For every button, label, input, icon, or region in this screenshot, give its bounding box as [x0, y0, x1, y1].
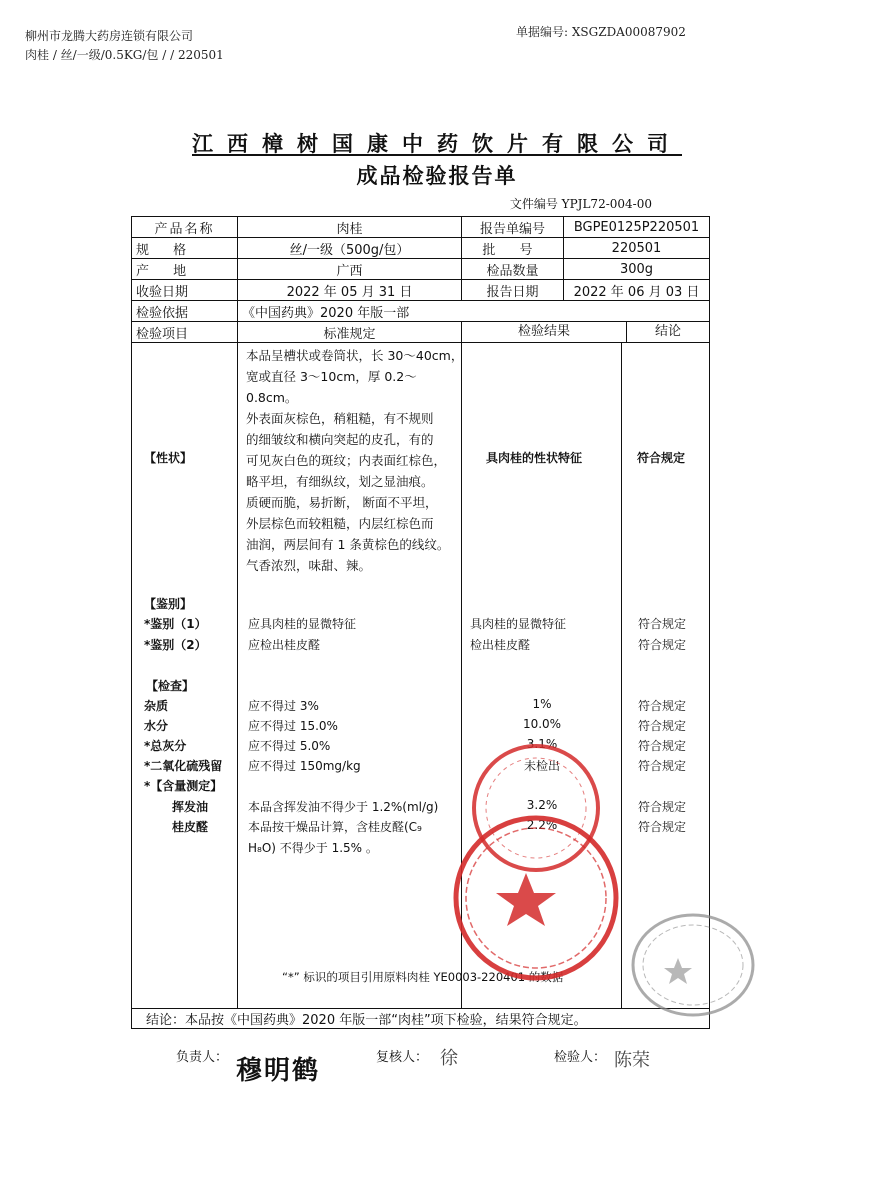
spec-label: 规 格 — [132, 238, 238, 259]
receive-date-label: 收验日期 — [132, 280, 238, 301]
assay-conclusion-2: 符合规定 — [638, 820, 687, 834]
col-standard-header: 标准规定 — [238, 322, 462, 343]
responsible-label: 负责人： — [176, 1050, 229, 1065]
batch: 220501 — [564, 238, 710, 259]
reviewer-signature: 徐 — [440, 1048, 458, 1069]
ident-item-1: *鉴别（1） — [144, 617, 207, 631]
col-item-header: 检验项目 — [132, 322, 238, 343]
qty: 300g — [564, 259, 710, 280]
assay-item-1: 挥发油 — [172, 800, 209, 814]
insp-standard-3: 应不得过 5.0% — [248, 739, 331, 753]
report-no-label: 报告单编号 — [462, 217, 564, 238]
assay-label: *【含量测定】 — [144, 779, 223, 793]
ident-conclusion-1: 符合规定 — [638, 617, 687, 631]
assay-item-2: 桂皮醛 — [172, 820, 209, 834]
assay-result-1: 3.2% — [526, 798, 558, 812]
ident-result-1: 具肉桂的显微特征 — [470, 617, 567, 631]
property-standard — [242, 343, 470, 578]
assay-standard-1: 本品含挥发油不得少于 1.2%(ml/g) — [248, 800, 439, 814]
insp-conclusion-4: 符合规定 — [638, 759, 687, 773]
qty-label: 检品数量 — [462, 259, 564, 280]
property-conclusion: 符合规定 — [637, 451, 686, 465]
std-line: 可见灰白色的斑纹；内表面红棕色， — [246, 453, 447, 468]
company-name: 江西樟树国康中药饮片有限公司 — [192, 132, 682, 156]
origin: 广西 — [238, 259, 462, 280]
col-result-conclusion-header — [462, 322, 710, 343]
ident-standard-2: 应检出桂皮醛 — [248, 638, 321, 652]
company-seal — [448, 738, 626, 988]
seal-star — [496, 873, 556, 926]
ident-conclusion-2: 符合规定 — [638, 638, 687, 652]
insp-result-1: 1% — [532, 697, 552, 711]
inspection-label: 【检查】 — [146, 679, 195, 693]
insp-result-3: 3.1% — [526, 737, 558, 751]
distributor-name: 柳州市龙腾大药房连锁有限公司 — [25, 29, 194, 43]
insp-item-2: 水分 — [144, 719, 169, 733]
responsible-signature: 穆明鹤 — [236, 1056, 321, 1086]
file-number: 文件编号 YPJL72-004-00 — [509, 197, 652, 211]
std-line: 宽或直径 3～10cm，厚 0.2～0.8cm。 — [246, 369, 417, 405]
insp-standard-2: 应不得过 15.0% — [248, 719, 338, 733]
ident-item-2: *鉴别（2） — [144, 638, 207, 652]
identification-label: 【鉴别】 — [144, 597, 193, 611]
insp-standard-1: 应不得过 3% — [248, 699, 319, 713]
insp-result-4: 未检出 — [523, 759, 560, 773]
property-label: 【性状】 — [144, 451, 193, 465]
assay-conclusion-1: 符合规定 — [638, 800, 687, 814]
inspector-label: 检验人： — [554, 1050, 607, 1065]
footnote: “*” 标识的项目引用原料肉桂 YE0003-220401 的数据 — [282, 970, 564, 984]
insp-item-4: *二氧化硫残留 — [144, 759, 223, 773]
insp-result-2: 10.0% — [522, 717, 562, 731]
spec: 丝/一级（500g/包） — [238, 238, 462, 259]
assay-standard-2-cont: H₈O) 不得少于 1.5% 。 — [248, 841, 378, 855]
std-line: 质硬而脆，易折断， 断面不平坦， — [246, 495, 438, 510]
divider-1 — [237, 343, 238, 1008]
gray-seal-star — [664, 958, 692, 984]
seal-ring-1 — [474, 746, 598, 870]
batch-label: 批 号 — [462, 238, 564, 259]
std-line: 略平坦，有细纵纹，划之显油痕。 — [246, 474, 434, 489]
insp-conclusion-1: 符合规定 — [638, 699, 687, 713]
col-conclusion-header: 结论 — [654, 324, 681, 339]
std-line: 本品呈槽状或卷筒状，长 30～40cm， — [246, 348, 464, 363]
report-no: BGPE0125P220501 — [564, 217, 710, 238]
product-name-label: 产品名称 — [132, 217, 238, 238]
ident-standard-1: 应具肉桂的显微特征 — [248, 617, 357, 631]
basis: 《中国药典》2020 年版一部 — [238, 301, 710, 322]
gray-seal-inner — [643, 925, 743, 1005]
std-line: 油润，两层间有 1 条黄棕色的线纹。 — [246, 537, 450, 552]
insp-conclusion-3: 符合规定 — [638, 739, 687, 753]
report-date-label: 报告日期 — [462, 280, 564, 301]
insp-item-1: 杂质 — [144, 699, 169, 713]
insp-standard-4: 应不得过 150mg/kg — [248, 759, 361, 773]
product-line: 肉桂 / 丝/一级/0.5KG/包 / / 220501 — [25, 48, 224, 62]
assay-result-2: 2.2% — [526, 818, 558, 832]
gray-seal-ring — [633, 915, 753, 1015]
receive-date: 2022 年 05 月 31 日 — [238, 280, 462, 301]
doc-number — [516, 23, 686, 40]
std-line: 外层棕色而较粗糙，内层红棕色而 — [246, 516, 434, 531]
final-conclusion: 结论：本品按《中国药典》2020 年版一部“肉桂”项下检验，结果符合规定。 — [132, 1009, 710, 1029]
col-result-header: 检验结果 — [462, 322, 627, 342]
gray-seal — [628, 910, 758, 1020]
std-line: 气香浓烈，味甜、辣。 — [246, 558, 372, 573]
insp-conclusion-2: 符合规定 — [638, 719, 687, 733]
report-title: 成品检验报告单 — [356, 164, 518, 188]
property-result: 具肉桂的性状特征 — [486, 451, 583, 465]
assay-standard-2: 本品按干燥品计算，含桂皮醛(C₉ — [248, 820, 422, 834]
report-date: 2022 年 06 月 03 日 — [564, 280, 710, 301]
insp-item-3: *总灰分 — [144, 739, 187, 753]
product-name: 肉桂 — [238, 217, 462, 238]
doc-number-label: 单据编号: — [516, 25, 569, 39]
ident-result-2: 检出桂皮醛 — [470, 638, 531, 652]
doc-number-value: XSGZDA00087902 — [571, 25, 686, 39]
std-line: 的细皱纹和横向突起的皮孔，有的 — [246, 432, 434, 447]
inspector-signature: 陈荣 — [614, 1050, 650, 1071]
std-line: 外表面灰棕色，稍粗糙，有不规则 — [246, 411, 434, 426]
reviewer-label: 复核人： — [376, 1050, 429, 1065]
origin-label: 产 地 — [132, 259, 238, 280]
basis-label: 检验依据 — [132, 301, 238, 322]
seal-ring-1-inner — [486, 758, 586, 858]
